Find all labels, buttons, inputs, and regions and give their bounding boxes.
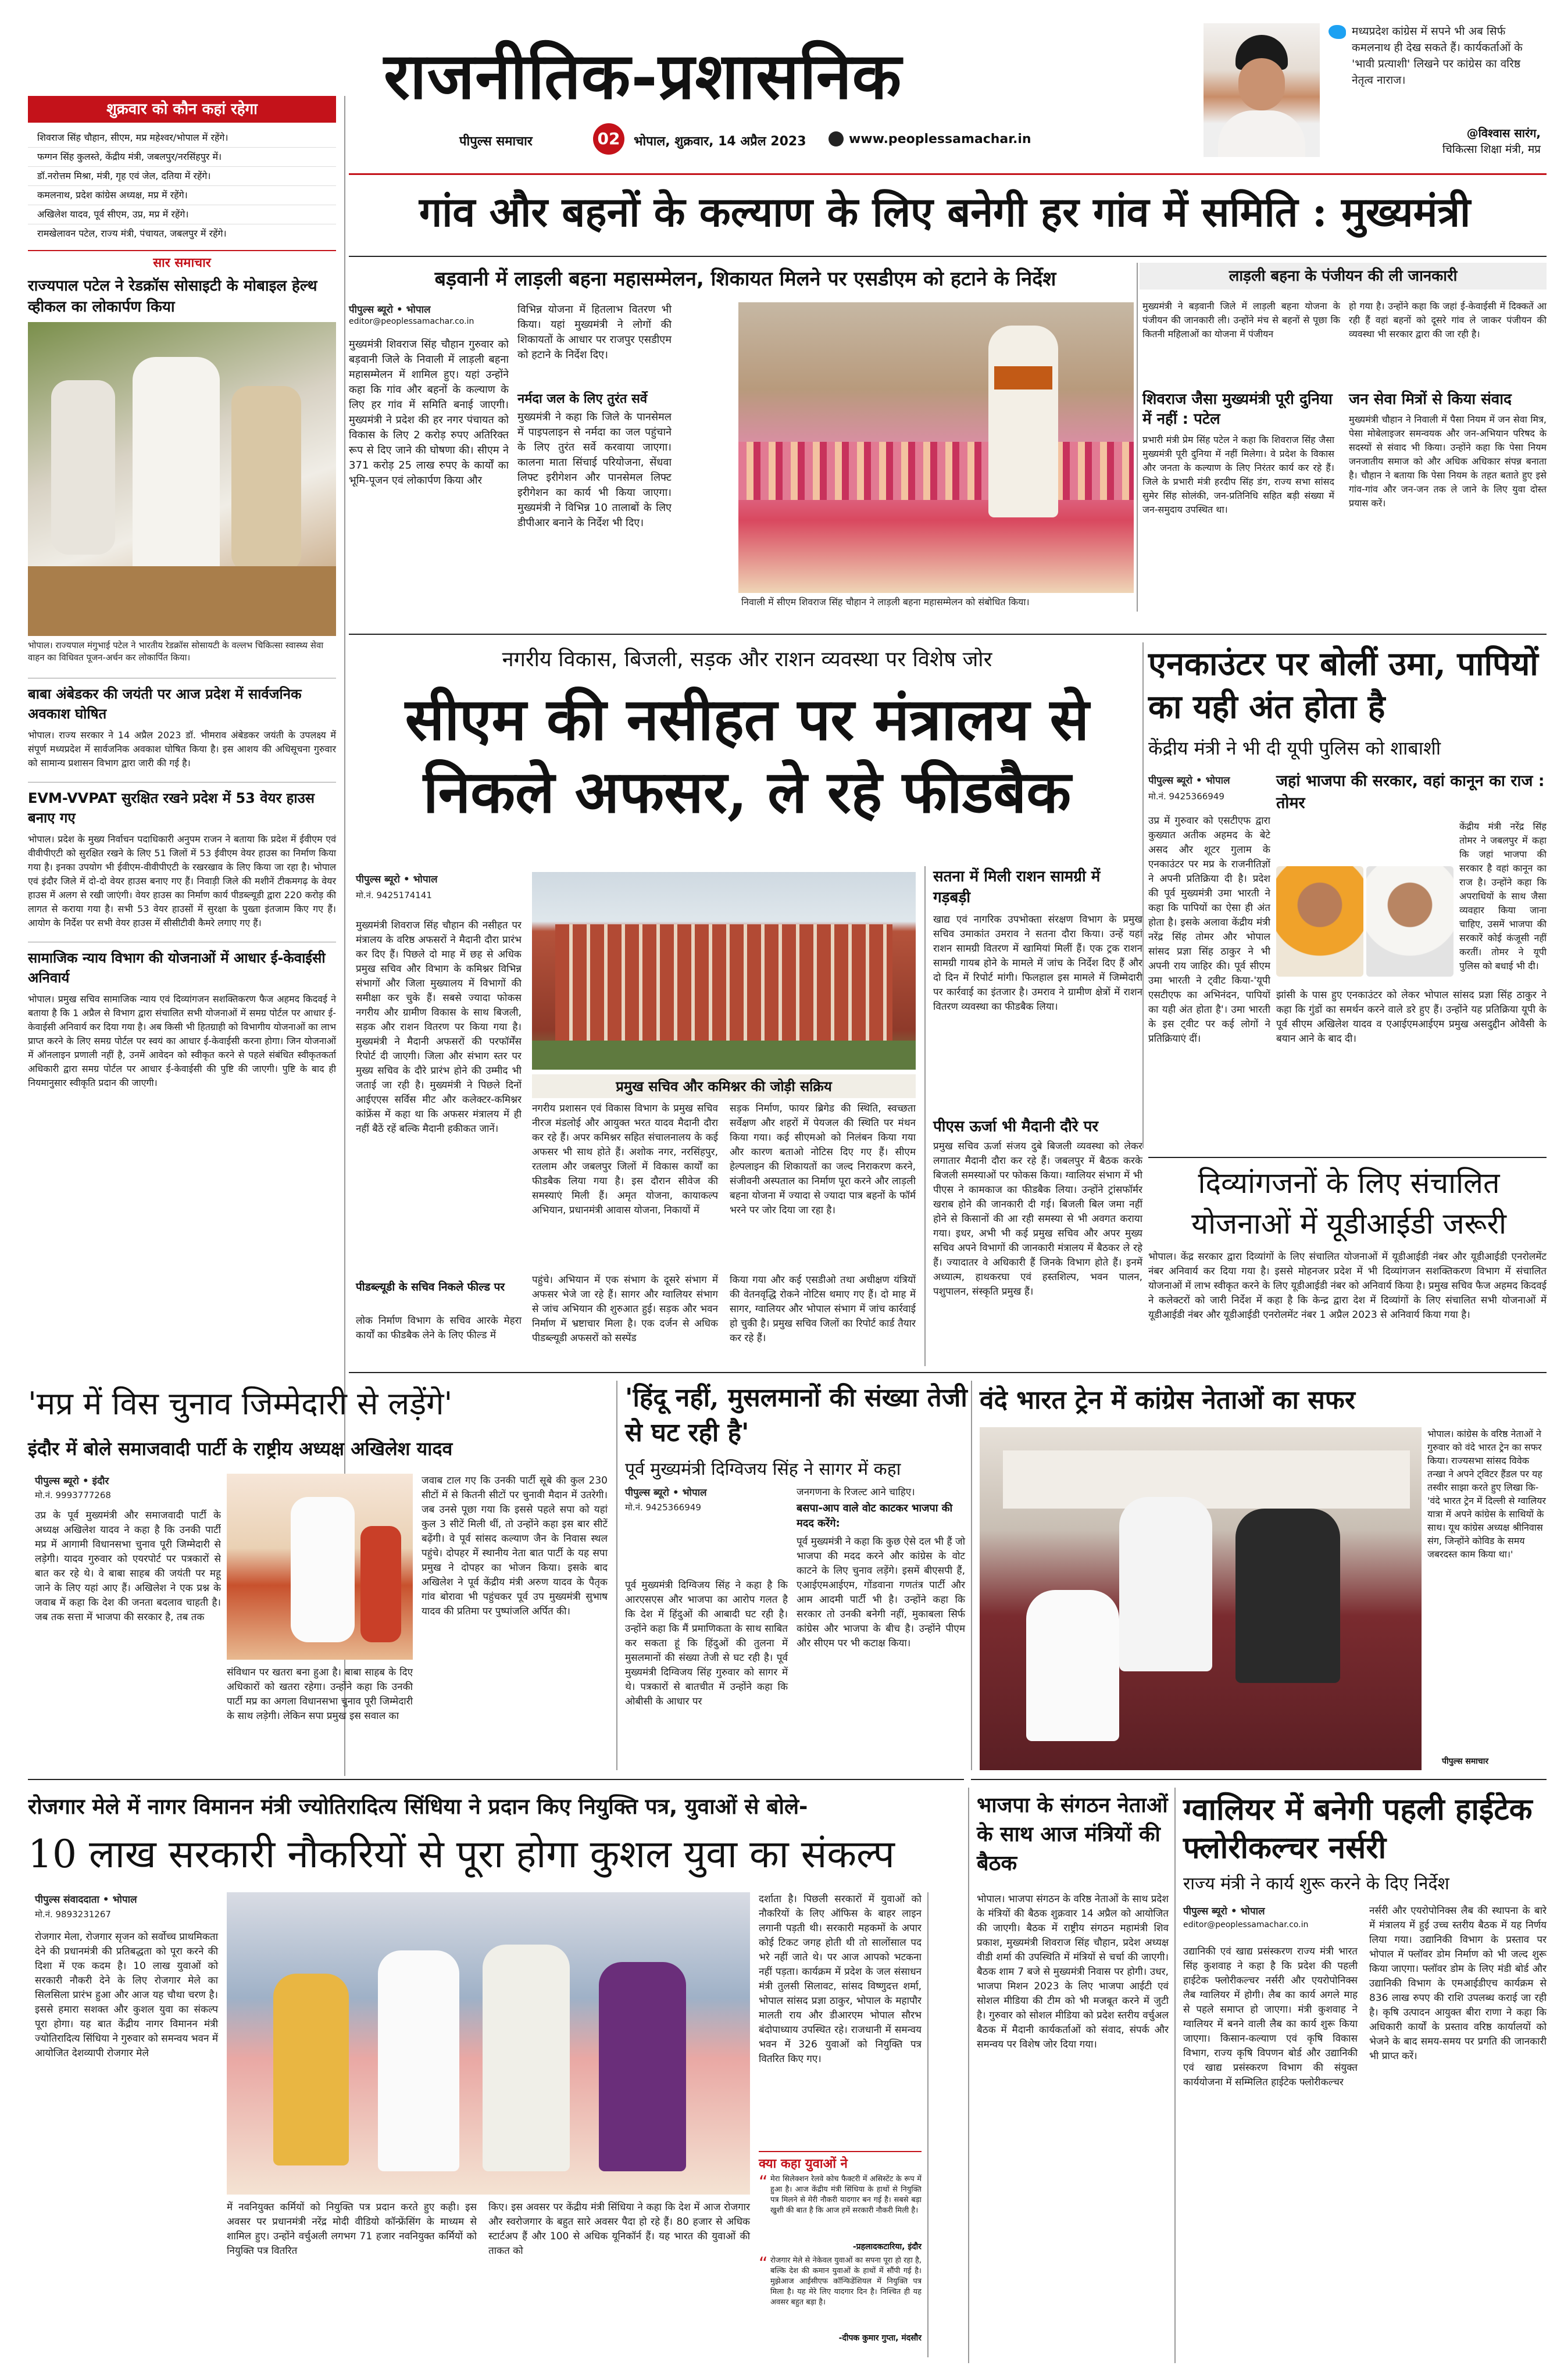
- second-col5: किया गया और कई एसडीओ तथा अधीक्षण यंत्रियों की वेतनवृद्धि रोकने नोटिस थमाए गए हैं। दो माह में सागर, ग्वालियर और भोपाल संभाग में जांच कार्रवाई हो चुकी है। प्रमुख सचिव जिलों का रिपोर्ट कार्ड तैयार कर रहे हैं।: [730, 1274, 916, 1344]
- list-item: रामखेलावन पटेल, राज्य मंत्री, पंचायत, जबलपुर में रहेंगे।: [37, 228, 227, 239]
- governor-photo: [28, 322, 336, 636]
- tweet-author: @विश्वास सारंग,: [1466, 126, 1541, 140]
- twitter-icon: [1329, 25, 1346, 39]
- digvijay-mobile: [625, 1502, 701, 1513]
- divyang-top-rule: [1148, 1157, 1547, 1158]
- mobile-number: मो.नं. 9425174141: [356, 890, 432, 900]
- second-col2: नगरीय प्रशासन एवं विकास विभाग के प्रमुख सचिव नीरज मंडलोई और आयुक्त भरत यादव मैदानी दौरा कर रहे हैं। अपर कमिश्नर सहित संचालनालय के कई अफसर भी साथ होते हैं। अशोक नगर, नरसिंहपुर, रतलाम और जबलपुर जिलों में विकास कार्यों का फीडबैक लिया गया है। इस दौरान सीवेज की समस्याएं मिली हैं। अमृत योजना, कायाकल्प अभियान, प्रधानमंत्री आवास योजना, निकायों में: [532, 1103, 718, 1216]
- lead-box-col1: मुख्यमंत्री ने बड़वानी जिले में लाड़ली बहना योजना के पंजीयन की जानकारी ली। उन्होंने मंच से बहनों से पूछा कि कितनी महिलाओं का योजना में पंजीयन: [1142, 301, 1340, 340]
- second-col1b: लोक निर्माण विभाग के सचिव आरके मेहरा कार्यों का फीडबैक लेने के लिए फील्ड में: [356, 1315, 522, 1341]
- scindia-col1: रोजगार मेला, रोजगार सृजन को सर्वोच्च प्राथमिकता देने की प्रधानमंत्री की प्रतिबद्धता को पूरा करने की दिशा में एक कदम है। 10 लाख युवाओं को सरकारी नौकरी देने के लिए रोजगार मेले का सिलसिला प्रारंभ हुआ और आज यह चौथा चरण है। इससे हमारा सशक्त और कुशल युवा का संकल्प पूरा होगा। यह बात केंद्रीय नागर विमानन मंत्री ज्योतिरादित्य सिंधिया ने गुरुवार को समन्वय भवन में आयोजित देशव्यापी रोजगार मेले: [35, 1931, 218, 2059]
- second-kicker: नगरीय विकास, बिजली, सड़क और राशन व्यवस्था पर विशेष जोर: [502, 648, 992, 671]
- vande-divider: [971, 1381, 972, 1770]
- lead-photo-caption: निवाली में सीएम शिवराज सिंह चौहान ने लाड़ली बहना महासम्मेलन को संबोधित किया।: [741, 596, 1030, 607]
- story1-headline: राज्यपाल पटेल ने रेडक्रॉस सोसाइटी के मोबाइल हेल्थ व्हीकल का लोकार्पण किया: [28, 277, 317, 316]
- who-where-title: शुक्रवार को कौन कहां रहेगा: [28, 96, 336, 123]
- mobile-number: मो.नं. 9893231267: [35, 1909, 111, 1920]
- nursery-headline: ग्वालियर में बनेगी पहली हाईटेक फ्लोरीकल्चर नर्सरी: [1183, 1792, 1533, 1866]
- paper-name: पीपुल्स समाचार: [459, 134, 533, 149]
- digvijay-subhead: पूर्व मुख्यमंत्री दिग्विजय सिंह ने सागर में कहा: [625, 1459, 901, 1480]
- list-item: फग्गन सिंह कुलस्ते, केंद्रीय मंत्री, जबलपुर/नरसिंहपुर में।: [28, 148, 336, 167]
- scindia-col3: किए। इस अवसर पर केंद्रीय मंत्री सिंधिया ने कहा कि देश में आज रोजगार और स्वरोजगार के बहुत सारे अवसर पैदा हो रहे हैं। 80 हजार से अधिक स्टार्टअप हैं और 100 से अधिक यूनिकॉर्न हैं। यह भारत की युवाओं की ताकत को: [488, 2202, 750, 2257]
- lower-rule: [971, 1779, 1547, 1780]
- second-divider: [924, 866, 926, 1366]
- second-col4: पहुंचे। अभियान में एक संभाग के दूसरे संभाग में अफसर भेजे जा रहे हैं। सागर और ग्वालियर संभाग से जांच अभियान की शुरुआत हुई। सड़क और भवन निर्माण में भ्रष्टाचार मिला है। एक दर्जन से अधिक पीडब्ल्यूडी अफसरों को सस्पेंड: [532, 1274, 718, 1344]
- youth-title-visible: क्या कहा युवाओं ने: [759, 2151, 922, 2172]
- youth-quote-1-by: -प्रहलादकटारिया, इंदौर: [852, 2242, 922, 2252]
- akhilesh-photo-caption: संविधान पर खतरा बना हुआ है। बाबा साहब के दिए अधिकारों को खतरा रहेगा। उन्होंने कहा कि उनकी पार्टी मप्र का अगला विधानसभा चुनाव पूरी जिम्मेदारी के साथ लड़ेगी। लेकिन सपा प्रमुख इस सवाल का: [227, 1667, 413, 1722]
- nursery-divider: [1174, 1788, 1176, 2363]
- scindia-headline: 10 लाख सरकारी नौकरियों से पूरा होगा कुशल युवा का संकल्प: [28, 1832, 895, 1877]
- quote-icon: “: [759, 2172, 768, 2193]
- encounter-subhead: केंद्रीय मंत्री ने भी दी यूपी पुलिस को शाबाशी: [1148, 737, 1441, 759]
- bjp-divider: [968, 1788, 969, 2363]
- tweet-author-role: चिकित्सा शिक्षा मंत्री, मप्र: [1442, 143, 1541, 156]
- tweet-text: मध्यप्रदेश कांग्रेस में सपने भी अब सिर्फ कमलनाथ ही देख सकते हैं। कार्यकर्ताओं के 'भावी प्रत्याशी' लिखने पर कांग्रेस का वरिष्ठ नेतृत्व नाराज।: [1352, 25, 1523, 87]
- vande-train-photo: [980, 1427, 1422, 1770]
- encounter-body1: उप्र में गुरुवार को एसटीएफ द्वारा कुख्यात अतीक अहमद के बेटे असद और शूटर गुलाम के एनकाउंटर पर मप्र के राजनीतिज्ञों ने अपनी प्रतिक्रिया दी है। प्रदेश की पूर्व मुख्यमंत्री उमा भारती ने कहा कि पापियों का ऐसा ही अंत होता है। इसके अलावा केंद्रीय मंत्री नरेंद्र सिंह तोमर और भोपाल सांसद प्रज्ञा सिंह ठाकुर ने भी अपनी राय जाहिर की। पूर्व सीएम उमा भारती ने ट्वीट किया-'यूपी एसटीएफ का अभिनंदन, पापियों का यही अंत होता है'। उमा भारती के इस ट्वीट पर कई लोगों ने प्रतिक्रियाएं दीं।: [1148, 815, 1270, 1045]
- list-item: शिवराज सिंह चौहान, सीएम, मप्र महेश्वर/भोपाल में रहेंगे।: [28, 128, 336, 148]
- lead-email: editor@peoplessamachar.co.in: [349, 317, 474, 326]
- website-link[interactable]: www.peoplessamachar.in: [849, 132, 1031, 146]
- masthead: [372, 13, 1186, 152]
- lead-headline-rule: [349, 256, 1547, 257]
- youth-divider: [927, 1892, 929, 2357]
- bjp-body: भोपाल। भाजपा संगठन के वरिष्ठ नेताओं के साथ प्रदेश के मंत्रियों की बैठक शुक्रवार 14 अप्रैल को आयोजित की जाएगी। बैठक में राष्ट्रीय संगठन महामंत्री शिव प्रकाश, मुख्यमंत्री शिवराज सिंह चौहान, प्रदेश अध्यक्ष वीडी शर्मा की उपस्थिति में मंत्रियों से चर्चा की जाएगी। बैठक शाम 7 बजे से मुख्यमंत्री निवास पर होगी। उधर, भाजपा मिशन 2023 के लिए भाजपा आईटी एवं सोशल मीडिया की टीम को भी मजबूत करने में जुटी है। गुरुवार को सोशल मीडिया को प्रदेश स्तरीय वर्चुअल बैठक में मैदानी कार्यकर्ताओं को संवाद, संपर्क और समन्वय पर विशेष जोर दिया गया।: [977, 1893, 1169, 2050]
- dateline: भोपाल, शुक्रवार, 14 अप्रैल 2023: [634, 134, 806, 149]
- digvijay-byline: पीपुल्स ब्यूरो • भोपाल: [625, 1487, 707, 1499]
- scindia-mobile: [35, 1909, 111, 1920]
- akhilesh-mobile: [35, 1489, 111, 1501]
- tomar-photo: [1366, 866, 1454, 977]
- page-number-badge: [593, 123, 624, 155]
- akhilesh-headline: 'मप्र में विस चुनाव जिम्मेदारी से लड़ेंगे': [28, 1385, 453, 1422]
- scindia-byline: पीपुल्स संवाददाता • भोपाल: [35, 1894, 137, 1906]
- story4-body: भोपाल। प्रमुख सचिव सामाजिक न्याय एवं दिव्यांगजन सशक्तिकरण फैज अहमद किदवई ने बताया है कि 1 अप्रैल से विभाग द्वारा संचालित सभी योजनाओं में समग्र पोर्टल पर आधार ई-केवाईसी अनिवार्य कर दिया गया है। अब किसी भी हितग्राही को विभागीय योजनाओं का लाभ प्राप्त करने के लिए समग्र पोर्टल पर स्वयं का आधार ई-केवाईसी करना होगा। जिन योजनाओं में ऑनलाइन प्रणाली नहीं है, उनमें आवेदन को स्वीकृत करने से पहले संबंधित स्वीकृतकर्ता अधिकारी द्वारा समग्र पोर्टल पर आधार ई-केवाईसी की पुष्टि की जाएगी। पुष्टि के बाद ही नियमानुसार स्वीकृति प्रदान की जाएगी।: [28, 994, 336, 1088]
- globe-icon: [829, 131, 844, 146]
- bjp-headline: भाजपा के संगठन नेताओं के साथ आज मंत्रियों की बैठक: [977, 1793, 1168, 1875]
- nursery-byline: पीपुल्स ब्यूरो • भोपाल: [1183, 1906, 1265, 1917]
- vande-credit: पीपुल्स समाचार: [1442, 1757, 1489, 1766]
- digvijay-col2-subhead: बसपा-आप वाले वोट काटकर भाजपा की मदद करेंगे:: [797, 1502, 953, 1530]
- page-section-title: राजनीतिक-प्रशासनिक: [384, 38, 902, 113]
- mobile-number: मो.नं. 9993777268: [35, 1490, 111, 1500]
- lead-side2-body: मुख्यमंत्री चौहान ने निवाली में पैसा नियम में जन सेवा मित्र, पेसा मोबेलाइजर समन्वयक और जन-अभियान परिषद के सदस्यों से संवाद भी किया। उन्होंने कहा कि पेसा नियम जनजातीय समाज को और अधिक अधिकार संपन्न बनाता है। चौहान ने बताया कि पेसा नियम के तहत बताते हुए इसे गांव-गांव और जन-जन तक ले जाने के लिए युवा दोस्त प्रयास करें।: [1349, 414, 1547, 509]
- mid-rule-2: [349, 1372, 1547, 1373]
- encounter-mobile: [1148, 791, 1224, 802]
- story4-headline: सामाजिक न्याय विभाग की योजनाओं में आधार ई-केवाईसी अनिवार्य: [28, 942, 336, 988]
- list-item: डॉ.नरोत्तम मिश्रा, मंत्री, गृह एवं जेल, दतिया में रहेंगे।: [28, 167, 336, 186]
- youth-quote-1: मेरा सिलेक्शन रेलवे कोच फैक्टरी में असिस्टेंट के रूप में हुआ है। आज केंद्रीय मंत्री सिंधिया के हाथों से नियुक्ति पत्र मिलने से मेरी नौकरी यादगार बन गई है। सबसे बड़ा खुशी की बात है कि आज हमें सरकारी नौकरी मिली है।: [770, 2175, 922, 2215]
- urja-body: प्रमुख सचिव ऊर्जा संजय दुबे बिजली व्यवस्था को लेकर लगातार मैदानी दौरा कर रहे हैं। जबलपुर में बैठक करके बिजली समस्याओं पर फोकस किया। ग्वालियर संभाग में भी पीएस ने कामकाज का फीडबैक लिया। उन्होंने ट्रांसफॉर्मर खराब होने की जानकारी दी गई। बिजली बिल जमा नहीं होने से किसानों की आ रही समस्या से भी अवगत कराया गया। इधर, अभी भी कई प्रमुख सचिव और अपर मुख्य सचिव अपने विभागों की जानकारी मंत्रालय में बैठकर ले रहे हैं। ज्यादातर वे अधिकारी हैं जिनके विभाग होते हैं। इनमें अध्यात्म, हाथकरघा एवं हस्तशिल्प, भवन पालन, पशुपालन, संस्कृति प्रमुख हैं।: [933, 1141, 1142, 1298]
- lead-box-divider: [1137, 263, 1138, 612]
- lead-col1: मुख्यमंत्री शिवराज सिंह चौहान गुरुवार को बड़वानी जिले के निवाली में लाड़ली बहना महासम्मेलन में शामिल हुए। यहां उन्होंने कहा कि गांव और बहनों के कल्याण के लिए हर गांव में समिति बनाई जाएगी। मुख्यमंत्री ने प्रदेश की हर नगर पंचायत को विकास के लिए 2 करोड़ रुपए अतिरिक्त रूप से दिए जाने की घोषणा की। सीएम ने 371 करोड़ 25 लाख रुपए के कार्यों का भूमि-पूजन एवं लोकार्पण किया और: [349, 338, 509, 487]
- list-item: अखिलेश यादव, पूर्व सीएम, उप्र, मप्र में रहेंगे।: [28, 205, 336, 224]
- nursery-col1: उद्यानिकी एवं खाद्य प्रसंस्करण राज्य मंत्री भारत सिंह कुशवाह ने कहा है कि प्रदेश की पहली हाईटेक फ्लोरीकल्चर नर्सरी और एयरोपोनिक्स लैब ग्वालियर में होगी। लैब का कार्य अगले माह से पहले समाप्त हो जाएगा। मंत्री कुशवाह ने ग्वालियर में बनने वाली लैब का कार्य शुरू किया जाएगा। किसान-कल्याण एवं कृषि विकास विभाग, राज्य कृषि विपणन बोर्ड और उद्यानिकी एवं खाद्य प्रसंस्करण विभाग की संयुक्त कार्ययोजना में सम्मिलित हाईटेक फ्लोरीकल्चर: [1183, 1946, 1358, 2088]
- saar-label: सार समाचार: [28, 250, 336, 271]
- youth-quote-2: रोजगार मेले से नेकेवल युवाओं का सपना पूरा हो रहा है, बल्कि देश की कमान युवाओं के हाथों में सौंपी गई है। मुझेआज आईसीएफ कॉन्फिडेंशियल में नियुक्ति पत्र मिला है। यह मेरे लिए यादगार दिन है। निश्चित ही यह अवसर बहुत बड़ा है।: [770, 2256, 922, 2307]
- story3-headline: EVM-VVPAT सुरक्षित रखने प्रदेश में 53 वेयर हाउस बनाए गए: [28, 782, 336, 828]
- story1-caption: भोपाल। राज्यपाल मंगुभाई पटेल ने भारतीय रेडक्रॉस सोसायटी के वल्लभ चिकित्सा स्वास्थ्य सेवा वाहन का विधिवत पूजन-अर्चन कर लोकार्पित किया।: [28, 640, 324, 663]
- digvijay-headline: 'हिंदू नहीं, मुसलमानों की संख्या तेजी से घट रही है': [625, 1383, 967, 1448]
- encounter-byline: पीपुल्स ब्यूरो • भोपाल: [1148, 775, 1230, 787]
- mobile-number: मो.नं. 9425366949: [1148, 791, 1224, 802]
- lead-headline: गांव और बहनों के कल्याण के लिए बनेगी हर गांव में समिति : मुख्यमंत्री: [419, 188, 1471, 236]
- who-where-list: [28, 128, 336, 243]
- akhilesh-byline: पीपुल्स ब्यूरो • इंदौर: [35, 1475, 109, 1487]
- story3-body: भोपाल। प्रदेश के मुख्य निर्वाचन पदाधिकारी अनुपम राजन ने बताया कि प्रदेश में ईवीएम एवं वीवीपीएटी को सुरक्षित रखने के लिए 51 जिलों में 53 ईवीएम वेयर हाउस का निर्माण किया गया है। इनका उपयोग भी ईवीएम-वीवीपीएटी के रखरखाव के लिए किया जा रहा है। भोपाल एवं इंदौर जिले में दो-दो वेयर हाउस बनाए गए हैं। निवाड़ी जिले की मशीनें टीकमगढ़ के वेयर हाउस में अलग से रखी जाएंगी। वेयर हाउस का निर्माण कार्य पीडब्ल्यूडी द्वारा 220 करोड़ की लागत से कराया गया है। सभी 53 वेयर हाउसों में सुरक्षा के पुख्ता इंतजाम किए गए हैं। आयोग के निर्देश पर सभी वेयर हाउस में सीसीटीवी कैमरे लगाए गए हैं।: [28, 834, 336, 928]
- story2-headline: बाबा अंबेडकर की जयंती पर आज प्रदेश में सार्वजनिक अवकाश घोषित: [28, 678, 336, 724]
- mantralaya-photo-caption: प्रमुख सचिव और कमिश्नर की जोड़ी सक्रिय: [532, 1074, 916, 1098]
- second-headline: सीएम की नसीहत पर मंत्रालय से निकले अफसर, ले रहे फीडबैक: [405, 685, 1090, 826]
- mobile-number: मो.नं. 9425366949: [625, 1502, 701, 1513]
- second-col3: सड़क निर्माण, फायर ब्रिगेड की स्थिति, स्वच्छता सर्वेक्षण और शहरों में पेयजल की स्थिति पर मंथन किया गया। कई सीएमओ को निलंबन किया गया और कारण बताओ नोटिस दिए गए हैं। सीएम हेल्पलाइन की शिकायतों का जल्द निराकरण करने, संजीवनी अस्पताल का निर्माण पूरा करने और लाड़ली बहना योजना में ज्यादा से ज्यादा पात्र बहनों के फॉर्म भरने पर जोर दिया जा रहा है।: [730, 1103, 916, 1216]
- digvijay-col2b: पूर्व मुख्यमंत्री ने कहा कि कुछ ऐसे दल भी हैं जो भाजपा की मदद करने और कांग्रेस के वोट काटने के लिए चुनाव लड़ेंगे। इसमें बीएसपी हैं, एआईएमआईएम, गोंडवाना गणतंत्र पार्टी और आम आदमी पार्टी भी है। उन्होंने कहा कि सरकार तो उनकी बनेगी नहीं, मुकाबला सिर्फ कांग्रेस और भाजपा के बीच है। उन्होंने पीएम और सीएम पर भी कटाक्ष किया।: [797, 1536, 965, 1649]
- digvijay-col2a: जनगणना के रिजल्ट आने चाहिए।: [797, 1486, 915, 1498]
- encounter-right-body: केंद्रीय मंत्री नरेंद्र सिंह तोमर ने जबलपुर में कहा कि जहां भाजपा की सरकार है वहां कानून का राज है। उन्होंने कहा कि अपराधियों के साथ जैसा व्यवहार किया जाना चाहिए, उसमें भाजपा की सरकारें कोई कंजूसी नहीं करतीं। तोमर ने यूपी पुलिस को बधाई भी दी।: [1459, 821, 1547, 971]
- nursery-col2: नर्सरी और एयरोपोनिक्स लैब की स्थापना के बारे में मंत्रालय में हुई उच्च स्तरीय बैठक में यह निर्णय लिया गया। उद्यानिकी विभाग के प्रस्ताव पर भोपाल में फ्लॉवर डोम निर्माण को भी जल्द शुरू किया जाएगा। फ्लॉवर डोम के लिए मंडी बोर्ड और उद्यानिकी विभाग के एमआईडीएच कार्यक्रम से 836 लाख रुपए की राशि उपलब्ध कराई जा रही है। कृषि उत्पादन आयुक्त बीरा राणा ने कहा कि अधिकारी कार्यों के प्रस्ताव वरिष्ठ कार्यालयों को भेजने के बाद समय-समय पर प्रगति की जानकारी भी प्राप्त करें।: [1369, 1905, 1547, 2062]
- vande-text: भोपाल। कांग्रेस के वरिष्ठ नेताओं ने गुरुवार को वंदे भारत ट्रेन का सफर किया। राज्यसभा सांसद विवेक तन्खा ने अपने ट्विटर हैंडल पर यह तस्वीर साझा करते हुए लिखा कि-'वंदे भारत ट्रेन में दिल्ली से ग्वालियर यात्रा में अपने कांग्रेस के साथियों के साथ। यूथ कांग्रेस अध्यक्ष श्रीनिवास संग, जिन्होंने कोविड के समय जबरदस्त काम किया था।': [1427, 1428, 1546, 1560]
- lead-sidebox-title: लाड़ली बहना के पंजीयन की ली जानकारी: [1140, 263, 1547, 290]
- scindia-kicker: रोजगार मेले में नागर विमानन मंत्री ज्योतिरादित्य सिंधिया ने प्रदान किए नियुक्ति पत्र, युवाओं से बोले-: [28, 1794, 808, 1819]
- divyang-headline: दिव्यांगजनों के लिए संचालित योजनाओं में यूडीआईडी जरूरी: [1191, 1166, 1506, 1241]
- akhilesh-subhead: इंदौर में बोले समाजवादी पार्टी के राष्ट्रीय अध्यक्ष अखिलेश यादव: [28, 1438, 453, 1460]
- rozgar-mela-photo: [227, 1892, 750, 2195]
- encounter-divider: [1142, 642, 1144, 1148]
- lead-col2a: विभिन्न योजना में हितलाभ वितरण भी किया। यहां मुख्यमंत्री ने लोगों की शिकायतों के आधार पर राजपुर एसडीएम को हटाने के निर्देश दिए।: [517, 303, 672, 361]
- lead-box-col2: हो गया है। उन्होंने कहा कि जहां ई-केवाईसी में दिक्कतें आ रही हैं वहां बहनों को दूसरे गांव ले जाकर पंजीयन की व्यवस्था भी सरकार द्वारा की जा रही है।: [1349, 301, 1547, 340]
- satna-body: खाद्य एवं नागरिक उपभोक्ता संरक्षण विभाग के प्रमुख सचिव उमाकांत उमराव ने सतना दौरा किया। उन्हें यहां राशन सामग्री वितरण में खामियां मिलीं हैं। एक ट्रक राशन सामग्री गायब होने के मामले में जांच के निर्देश दिए हैं और दो दिन में रिपोर्ट मांगी। फिलहाल इस मामले में जिम्मेदारी पर कार्रवाई का इंतजार है। उमराव ने ग्रामीण क्षेत्रों में राशन वितरण व्यवस्था का फीडबैक लिया।: [933, 914, 1142, 1013]
- uma-bharti-photo: [1276, 866, 1363, 977]
- akhilesh-divider: [616, 1381, 617, 1770]
- urja-head: पीएस ऊर्जा भी मैदानी दौरे पर: [933, 1118, 1098, 1135]
- lead-bottom-rule: [349, 634, 1547, 635]
- lead-side1-body: प्रभारी मंत्री प्रेम सिंह पटेल ने कहा कि शिवराज सिंह जैसा मुख्यमंत्री पूरी दुनिया में नहीं मिलेगा। वे प्रदेश के विकास और जनता के कल्याण के लिए निरंतर कार्य कर रहे हैं। जिले के प्रभारी मंत्री हरदीप सिंह डंग, राज्य सभा सांसद सुमेर सिंह सोलंकी, जन-प्रतिनिधि सहित बड़ी संख्या में जन-समुदाय उपस्थित था।: [1142, 434, 1334, 515]
- quote-icon: “: [759, 2254, 768, 2274]
- akhilesh-col3: जवाब टाल गए कि उनकी पार्टी सूबे की कुल 230 सीटों में से कितनी सीटों पर चुनावी मैदान में उतरेगी। जब उनसे पूछा गया कि इससे पहले सपा को यहां कुल 3 सीटें मिली थीं, तो उन्होंने कहा इस बार सीटें बढ़ेंगी। वे पूर्व सांसद कल्याण जैन के निवास स्थल पहुंचे। दोपहर में स्थानीय नेता बात पार्टी के यह सपा प्रमुख ने दोपहर का भोजन किया। इसके बाद अखिलेश ने पूर्व केंद्रीय मंत्री अरुण यादव के पैतृक गांव बोरावा भी पहुंचकर पूर्व उप मुख्यमंत्री सुभाष यादव की प्रतिमा पर पुष्पांजलि अर्पित की।: [422, 1475, 608, 1617]
- scindia-col4: दर्शाता है। पिछली सरकारों में युवाओं को नौकरियों के लिए ऑफिस के बाहर लाइन लगानी पड़ती थी। सरकारी महकमों के अपार कोई टिकट जगह होती थी तो सालोंसाल पद भरे नहीं जाते थे। पर आज आपको भटकना नहीं पड़ता। कार्यक्रम में प्रदेश के जल संसाधन मंत्री तुलसी सिलावट, सांसद विष्णुदत्त शर्मा, भोपाल सांसद प्रज्ञा ठाकुर, भोपाल के महापौर मालती राय और डीआरएम भोपाल सौरभ बंदोपाध्याय उपस्थित रहे। राजधानी में समन्वय भवन में 326 युवाओं को नियुक्ति पत्र वितरित किए गए।: [759, 1893, 922, 2065]
- tomar-headline: जहां भाजपा की सरकार, वहां कानून का राज : तोमर: [1276, 772, 1545, 812]
- minister-portrait: [1204, 23, 1320, 157]
- vande-headline: वंदे भारत ट्रेन में कांग्रेस नेताओं का सफर: [980, 1385, 1355, 1415]
- nursery-subhead: राज्य मंत्री ने कार्य शुरू करने के दिए निर्देश: [1183, 1874, 1449, 1894]
- story2-body: भोपाल। राज्य सरकार ने 14 अप्रैल 2023 डॉ. भीमराव अंबेडकर जयंती के उपलक्ष्य में संपूर्ण मध्यप्रदेश में सार्वजनिक अवकाश घोषित किया है। इस आशय की अधिसूचना गुरुवार को सामान्य प्रशासन विभाग द्वारा जारी की गई है।: [28, 730, 336, 769]
- lead-photo-rally: [738, 302, 1134, 593]
- page-number: 02: [597, 129, 620, 148]
- mantralaya-photo: [532, 872, 916, 1070]
- divyang-body: भोपाल। केंद्र सरकार द्वारा दिव्यांगों के लिए संचालित योजनाओं में यूडीआईडी नंबर और यूडीआईडी एनरोलमेंट नंबर अनिवार्य कर दिया गया है। इससे मोहनजर प्रदेश में भी दिव्यांगजन सशक्तिकरण विभाग में संचालित योजनाओं में लाभ स्वीकृत करने के लिए यूडीआईडी नंबर को अनिवार्य किया है। प्रमुख सचिव फैज अहमद किदवई ने कलेक्टरों को जारी निर्देश में कहा है कि केन्द्र द्वारा देश में दिव्यांगों के लिए संचालित सभी योजनाओं में यूडीआईडी नंबर और यूडीआईडी एनरोलमेंट नंबर 1 अप्रैल 2023 से अनिवार्य किया गया है।: [1148, 1251, 1547, 1321]
- second-col1: मुख्यमंत्री शिवराज सिंह चौहान की नसीहत पर मंत्रालय के वरिष्ठ अफसरों ने मैदानी दौरा प्रारंभ कर दिए हैं। पिछले दो माह में छह से अधिक प्रमुख सचिव और विभाग के कमिश्नर विभिन्न संभागों और जिला मुख्यालय में विभागों की समीक्षा कर चुके हैं। सबसे ज्यादा फोकस नगरीय और ग्रामीण विकास के साथ बिजली, सड़क और राशन वितरण पर किया गया है। मुख्यमंत्री ने मैदानी अफसरों की परफॉर्मेंस रिपोर्ट दी जाएगी। जिला और संभाग स्तर पर मुख्य सचिव के दौरे प्रारंभ होने की उम्मीद भी जताई जा रही है। मुख्यमंत्री ने पिछले दिनों आईएएस सर्विस मीट और कलेक्टर-कमिश्नर कांफ्रेंस में कहा था कि अफसर मंत्रालय में ही नहीं बैठें रहें बल्कि मैदानी हकीकत जानें।: [356, 920, 522, 1135]
- lead-subhead: बड़वानी में लाड़ली बहना महासम्मेलन, शिकायत मिलने पर एसडीएम को हटाने के निर्देश: [434, 267, 1056, 291]
- akhilesh-photo: [227, 1474, 413, 1660]
- lead-top-rule: [349, 173, 1547, 175]
- lead-side1-head: शिवराज जैसा मुख्यमंत्री पूरी दुनिया में नहीं : पटेल: [1142, 391, 1333, 428]
- nursery-email: editor@peoplessamachar.co.in: [1183, 1920, 1309, 1929]
- second-col1-subhead: पीडब्ल्यूडी के सचिव निकले फील्ड पर: [356, 1281, 505, 1293]
- tweet-box: [1204, 20, 1547, 163]
- encounter-bottom: झांसी के पास हुए एनकाउंटर को लेकर भोपाल सांसद प्रज्ञा सिंह ठाकुर ने कहा कि गुंडों का समर्थन करने वाले डरे हुए हैं। उन्होंने यह प्रतिक्रिया यूपी के पूर्व सीएम अखिलेश यादव व एआईएमआईएम प्रमुख असदुद्दीन ओवैसी के बयान आने के बाद दी।: [1276, 989, 1547, 1045]
- lead-col2b: मुख्यमंत्री ने कहा कि जिले के पानसेमल में पाइपलाइन से नर्मदा का जल पहुंचाने के लिए तुरंत सर्वे करवाया जाएगा। कालना माता सिंचाई परियोजना, सेंधवा लिफ्ट इरीगेशन और पानसेमल लिफ्ट इरीगेशन का कार्य भी किया जाएगा। मुख्यमंत्री ने विभिन्न 10 तालाबों के लिए डीपीआर बनाने के निर्देश भी दिए।: [517, 411, 672, 529]
- lead-byline: पीपुल्स ब्यूरो • भोपाल: [349, 304, 431, 316]
- digvijay-col1: पूर्व मुख्यमंत्री दिग्विजय सिंह ने कहा है कि आरएसएस और भाजपा का आरोप गलत है कि देश में हिंदुओं की आबादी घट रही है। उन्होंने कहा कि मैं प्रमाणिकता के साथ साबित कर सकता हूं कि हिंदुओं की तुलना में मुसलमानों की संख्या तेजी से घट रही है। पूर्व मुख्यमंत्री दिग्विजय सिंह गुरुवार को सागर में थे। पत्रकारों से बातचीत में उन्होंने कहा कि ओबीसी के आधार पर: [625, 1579, 788, 1707]
- lead-side2-head: जन सेवा मित्रों से किया संवाद: [1349, 391, 1512, 408]
- akhilesh-col1: उप्र के पूर्व मुख्यमंत्री और समाजवादी पार्टी के अध्यक्ष अखिलेश यादव ने कहा है कि उनकी पार्टी मप्र में आगामी विधानसभा चुनाव पूरी जिम्मेदारी से लड़ेगी। यादव गुरुवार को एयरपोर्ट पर पत्रकारों से बात कर रहे थे। वे बाबा साहब की जयंती पर महू जाने के लिए यहां आए हैं। अखिलेश ने एक प्रश्न के जवाब में कहा कि देश की जनता बदलाव चाहती है। जब तक सत्ता में भाजपा की सरकार है, तब तक: [35, 1510, 221, 1623]
- scindia-col2: में नवनियुक्त कर्मियों को नियुक्ति पत्र प्रदान करते हुए कही। इस अवसर पर प्रधानमंत्री नरेंद्र मोदी वीडियो कॉन्फ्रेंसिंग के माध्यम से शामिल हुए। उन्होंने वर्चुअली लगभग 71 हजार नवनियुक्त कर्मियों को नियुक्ति पत्र वितरित: [227, 2202, 477, 2257]
- second-mobile: [356, 889, 432, 901]
- list-item: कमलनाथ, प्रदेश कांग्रेस अध्यक्ष, मप्र में रहेंगे।: [28, 186, 336, 205]
- satna-head: सतना में मिली राशन सामग्री में गड़बड़ी: [933, 868, 1101, 906]
- mid-rule: [28, 1779, 964, 1780]
- encounter-headline: एनकाउंटर पर बोलीं उमा, पापियों का यही अंत होता है: [1148, 645, 1538, 726]
- lead-col2-subhead: नर्मदा जल के लिए तुरंत सर्वे: [517, 392, 648, 406]
- youth-quote-2-by: -दीपक कुमार गुप्ता, मंदसौर: [838, 2333, 922, 2343]
- second-byline: पीपुल्स ब्यूरो • भोपाल: [356, 874, 438, 885]
